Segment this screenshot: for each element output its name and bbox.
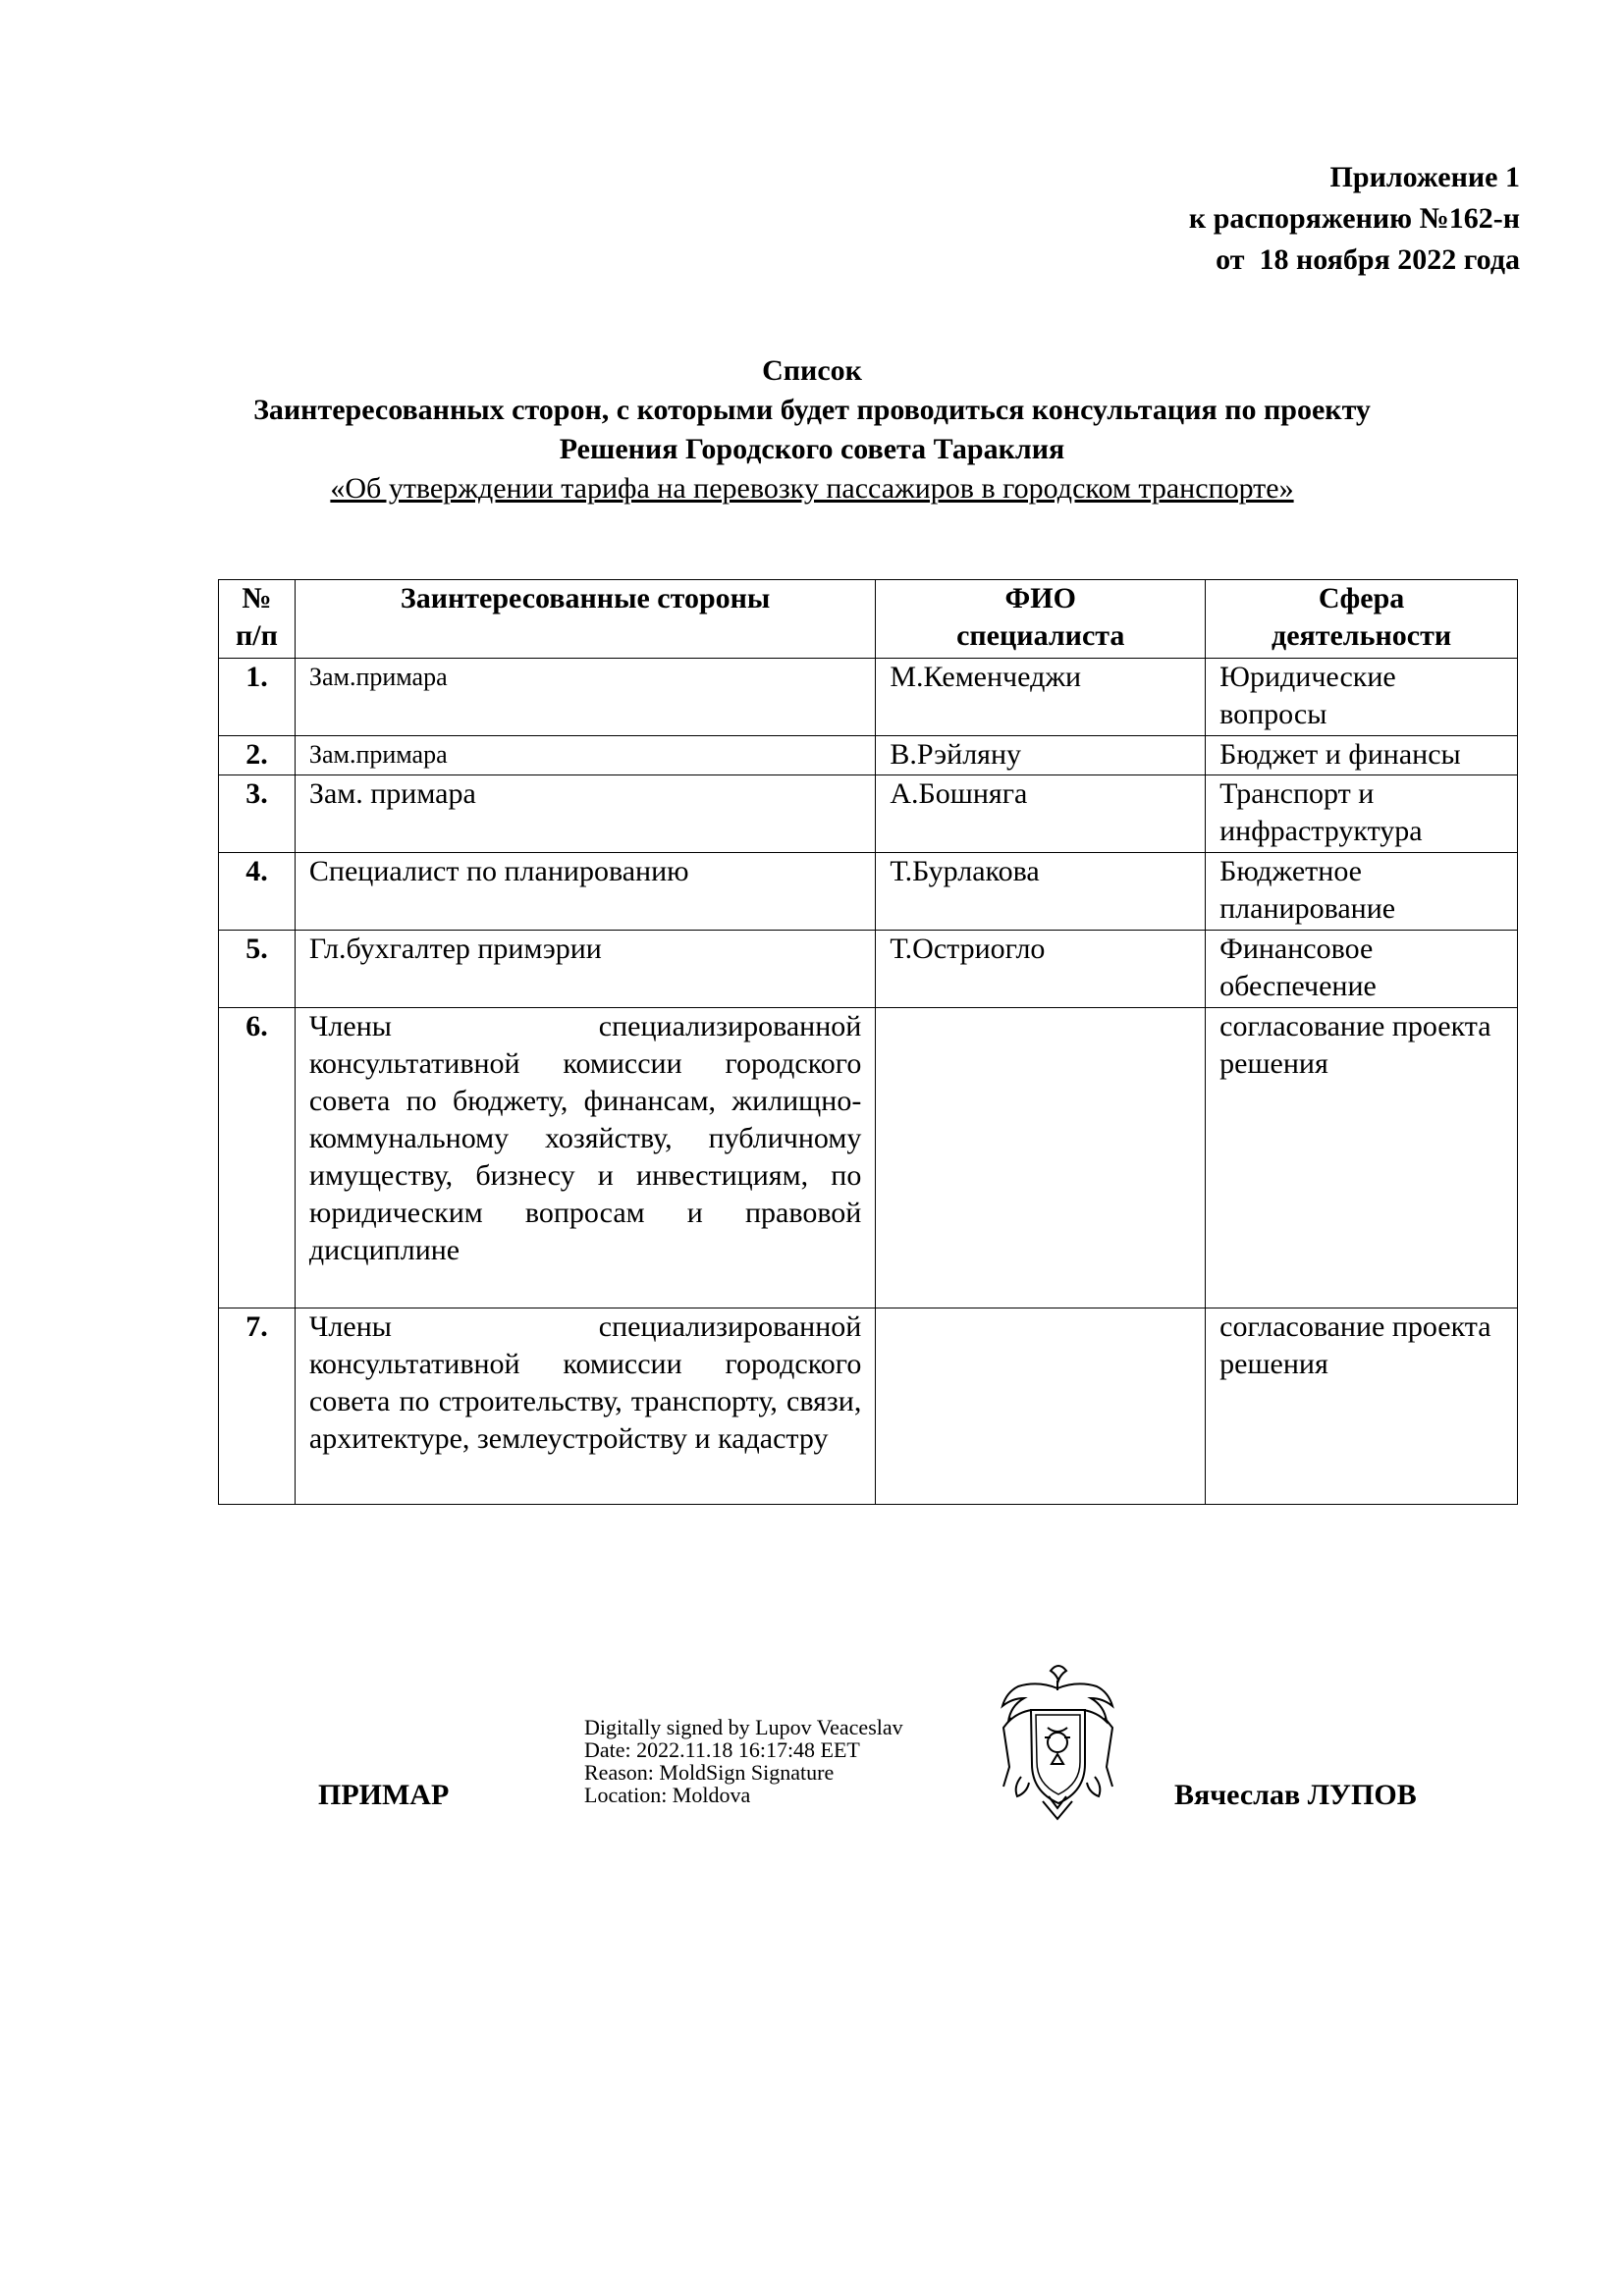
row-party: Зам.примара <box>295 659 875 736</box>
row-person: А.Бошняга <box>876 775 1206 853</box>
row-number: 3. <box>219 775 296 853</box>
row-sphere: Бюджет и финансы <box>1206 736 1518 775</box>
title-decision: Решения Городского совета Тараклия <box>559 433 1065 465</box>
row-number: 6. <box>219 1008 296 1308</box>
row-person <box>876 1008 1206 1308</box>
header-number-label: № п/п <box>236 582 278 652</box>
table-row <box>219 1008 1518 1308</box>
header-party <box>295 580 875 659</box>
row-number: 2. <box>219 736 296 775</box>
row-person: Т.Бурлакова <box>876 853 1206 931</box>
row-number: 7. <box>219 1308 296 1505</box>
signature-signer: Digitally signed by Lupov Veaceslav <box>584 1715 903 1739</box>
row-person: М.Кеменчеджи <box>876 659 1206 736</box>
row-party: Гл.бухгалтер примэрии <box>295 931 875 1008</box>
table-row <box>219 736 1518 775</box>
mayor-title: ПРИМАР <box>318 1779 450 1811</box>
appendix-line: Приложение 1 <box>1329 161 1520 193</box>
row-party: Специалист по планированию <box>295 853 875 931</box>
row-sphere: Бюджетное планирование <box>1206 853 1518 931</box>
header-person-label: ФИО специалиста <box>956 582 1125 652</box>
row-person: Т.Остриогло <box>876 931 1206 1008</box>
row-sphere: согласование проекта решения <box>1206 1008 1518 1308</box>
header-sphere-label: Сфера деятельности <box>1272 582 1452 652</box>
order-reference: к распоряжению №162-н <box>1188 202 1520 235</box>
table-row <box>219 1308 1518 1505</box>
title-list: Список <box>762 354 862 387</box>
table-row <box>219 775 1518 853</box>
row-party: Зам.примара <box>295 736 875 775</box>
row-sphere: Транспорт и инфраструктура <box>1206 775 1518 853</box>
stakeholders-table <box>218 579 1518 1505</box>
header-sphere <box>1206 580 1518 659</box>
row-person <box>876 1308 1206 1505</box>
row-person: В.Рэйляну <box>876 736 1206 775</box>
header-party-label: Заинтересованные стороны <box>400 582 771 614</box>
order-date: от 18 ноября 2022 года <box>1216 243 1520 276</box>
row-party: Члены специализированной консультативной комиссии городского совета по строительству, транспорту, связи, архитектуре, землеустройству и кадастру <box>295 1308 875 1505</box>
title-topic: «Об утверждении тарифа на перевозку пассажиров в городском транспорте» <box>330 472 1294 505</box>
row-sphere: согласование проекта решения <box>1206 1308 1518 1505</box>
table-row <box>219 931 1518 1008</box>
digital-signature-block <box>584 1716 903 1806</box>
moldova-coat-of-arms-icon <box>992 1659 1124 1821</box>
appendix-header <box>1189 157 1520 281</box>
signature-date: Date: 2022.11.18 16:17:48 EET <box>584 1737 860 1762</box>
header-person <box>876 580 1206 659</box>
title-subject: Заинтересованных сторон, с которыми будет проводиться консультация по проекту <box>253 394 1371 426</box>
document-title <box>0 351 1624 508</box>
row-party: Зам. примара <box>295 775 875 853</box>
signature-location: Location: Moldova <box>584 1783 751 1807</box>
table-row <box>219 659 1518 736</box>
table-row <box>219 853 1518 931</box>
header-number <box>219 580 296 659</box>
row-party: Члены специализированной консультативной комиссии городского совета по бюджету, финансам, жилищно-коммунальному хозяйству, публичному имуществу, бизнесу и инвестициям, по юридическим вопросам и правовой дисциплине <box>295 1008 875 1308</box>
mayor-name: Вячеслав ЛУПОВ <box>1174 1779 1417 1811</box>
row-sphere: Финансовое обеспечение <box>1206 931 1518 1008</box>
signature-reason: Reason: MoldSign Signature <box>584 1760 835 1785</box>
row-number: 1. <box>219 659 296 736</box>
row-sphere: Юридические вопросы <box>1206 659 1518 736</box>
table-header-row <box>219 580 1518 659</box>
row-number: 5. <box>219 931 296 1008</box>
row-number: 4. <box>219 853 296 931</box>
